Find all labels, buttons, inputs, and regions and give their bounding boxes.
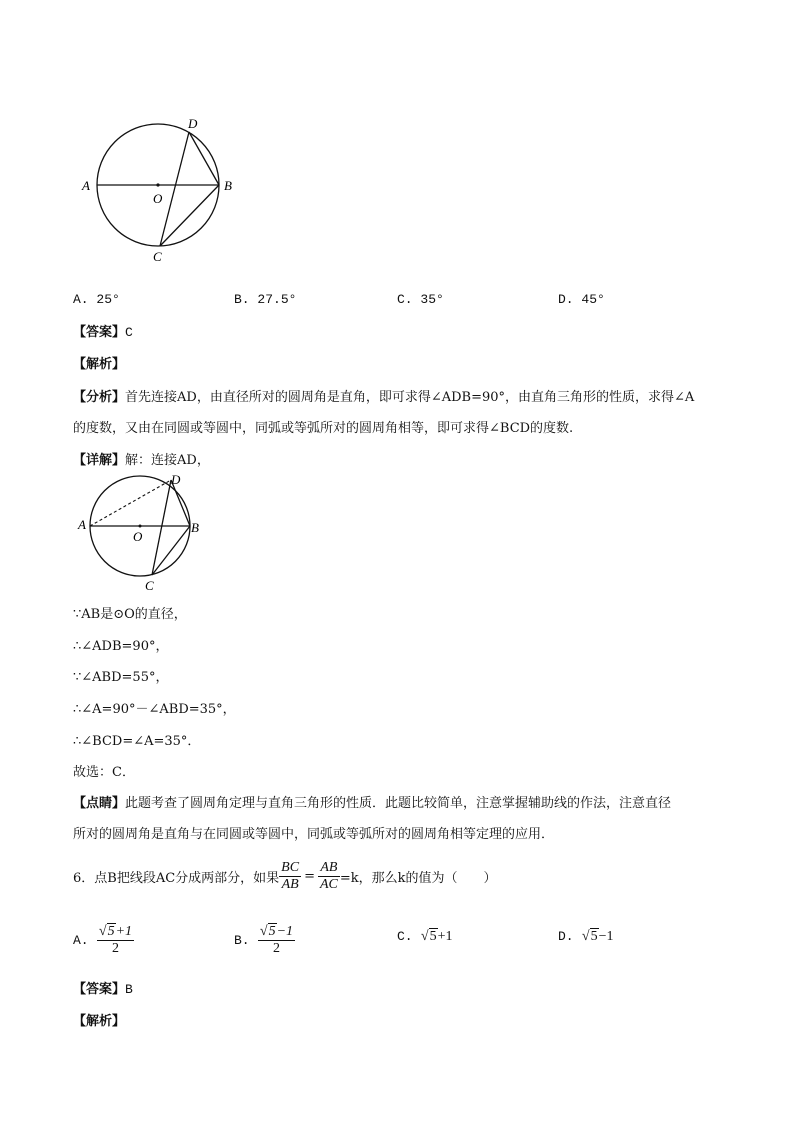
step-line: ∵∠ABD=55°，: [73, 670, 169, 685]
q5-detail: 【详解】解：连接AD，: [73, 453, 210, 468]
label-c: C: [153, 249, 162, 264]
q6-option-b: B. $\frac{√5-1}{2}$: [234, 923, 294, 956]
step-line: ∴∠ADB=90°，: [73, 639, 169, 654]
label-b: B: [224, 178, 232, 193]
q5-comment-line2: 所对的圆周角是直角与在同圆或等圆中，同弧或等弧所对的圆周角相等定理的应用．: [73, 827, 555, 842]
label-a: A: [78, 517, 86, 532]
q5-fenxi-line1: 【分析】首先连接AD，由直径所对的圆周角是直角，即可求得∠ADB=90°，由直角三角形的性质，求得∠A: [73, 390, 695, 405]
q5-choice: 故选：C．: [73, 765, 135, 780]
option-d-letter: D.: [558, 292, 574, 307]
label-d: D: [171, 472, 181, 487]
option-a-text: 25°: [96, 292, 120, 307]
q6-question: 6．点B把线段AC分成两部分，如果 $\frac{BC}{AB}$ = $\frac{AB}{AC}$ =k，那么k的值为（ ）: [73, 859, 497, 892]
q6-option-a: A. $\frac{√5+1}{2}$: [73, 923, 133, 956]
option-b-letter: B.: [234, 292, 250, 307]
step-line: ∵AB是⊙O的直径，: [73, 607, 187, 622]
q6-analysis-tag: 【解析】: [73, 1014, 126, 1029]
q5-analysis-tag: 【解析】: [73, 357, 126, 372]
label-o: O: [133, 529, 143, 544]
q5-answer: 【答案】C: [73, 325, 133, 340]
q6-answer: 【答案】B: [73, 982, 133, 997]
fraction-bc-ab: $\frac{BC}{AB}$: [281, 859, 300, 892]
q5-fenxi-line2: 的度数，又由在同圆或等圆中，同弧或等弧所对的圆周角相等，即可求得∠BCD的度数.: [73, 421, 574, 436]
option-d-text: 45°: [581, 292, 605, 307]
step-line: ∴∠A=90°－∠ABD=35°，: [73, 702, 236, 717]
label-b: B: [191, 520, 199, 535]
option-a-letter: A.: [73, 292, 89, 307]
option-c-text: 35°: [420, 292, 444, 307]
q6-option-d: D. √5−1: [558, 929, 614, 944]
option-b-text: 27.5°: [257, 292, 297, 307]
q6-option-c: C. √5+1: [397, 929, 453, 944]
fraction-ab-ac: $\frac{AB}{AC}$: [319, 859, 338, 892]
circle-figure-1: [70, 110, 260, 270]
label-c: C: [145, 578, 154, 593]
label-o: O: [153, 191, 163, 206]
circle-figure-2: [74, 472, 214, 594]
step-line: ∴∠BCD=∠A=35°．: [73, 734, 201, 749]
label-a: A: [82, 178, 90, 193]
q5-comment-line1: 【点睛】此题考查了圆周角定理与直角三角形的性质．此题比较简单，注意掌握辅助线的作法，注意直径: [73, 796, 672, 811]
option-c-letter: C.: [397, 292, 413, 307]
label-d: D: [188, 116, 198, 131]
